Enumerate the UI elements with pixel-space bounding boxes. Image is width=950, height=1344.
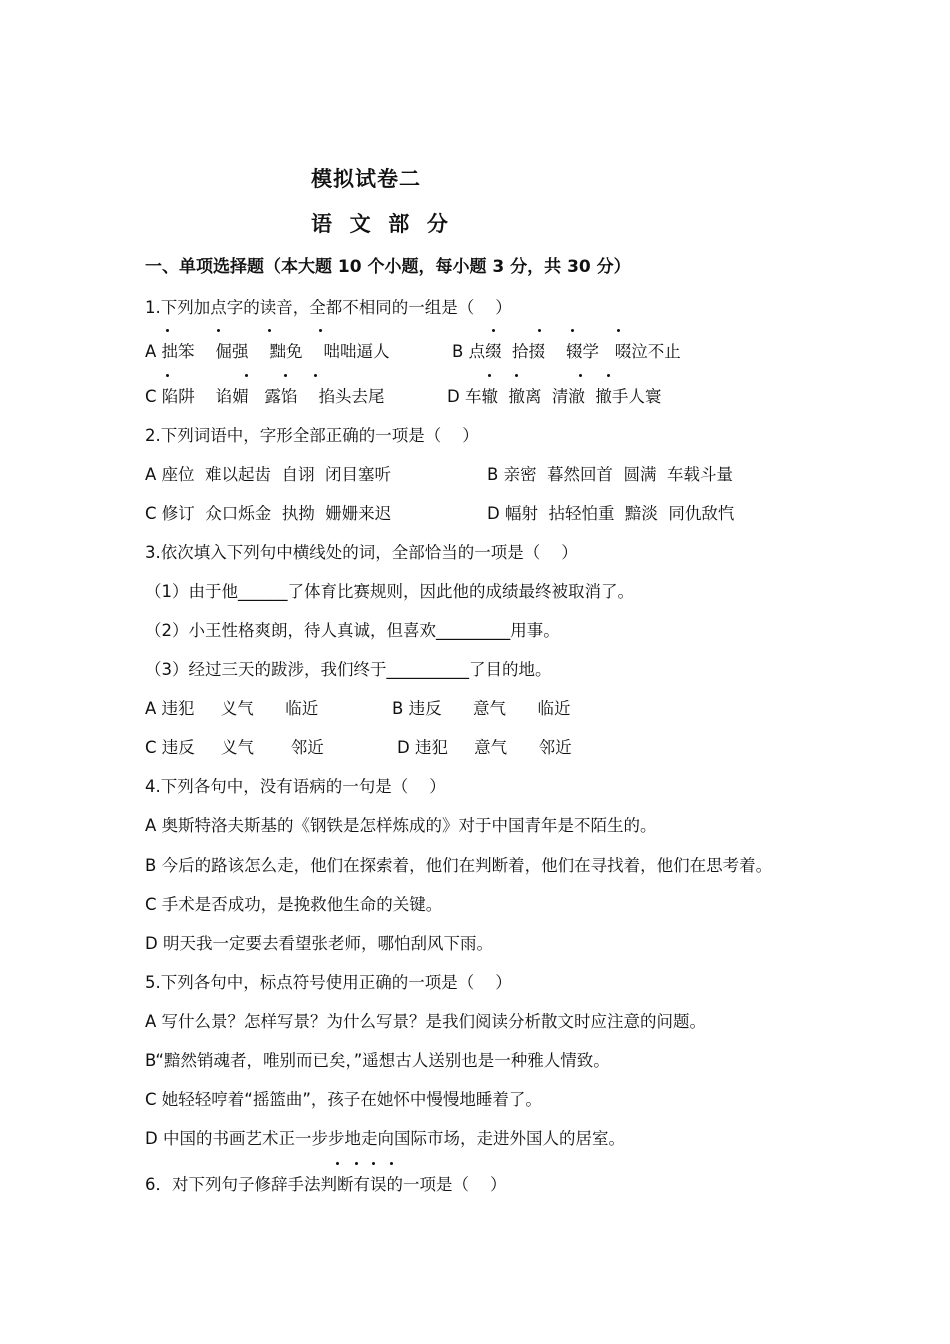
emphasis-dots [0,374,950,384]
section-heading: 一、单项选择题（本大题 10 个小题，每小题 3 分，共 30 分） [145,257,631,277]
question-4-option-c: C 手术是否成功，是挽救他生命的关键。 [145,895,443,914]
question-2-option-b: B 亲密 暮然回首 圆满 车载斗量 [487,465,734,484]
question-1-stem: 1.下列加点字的读音，全都不相同的一组是（ ） [145,298,512,317]
question-5-option-c: C 她轻轻哼着“摇篮曲”，孩子在她怀中慢慢地睡着了。 [145,1090,542,1109]
question-2-stem: 2.下列词语中，字形全部正确的一项是（ ） [145,426,479,445]
question-5-stem: 5.下列各句中，标点符号使用正确的一项是（ ） [145,973,512,992]
question-1-option-d: D 车辙 撤离 清澈 撤手人寰 [447,387,662,406]
question-1-option-a: A 拙笨 倔强 黜免 咄咄逼人 [145,342,390,361]
question-1-option-c: C 陷阱 谄媚 露馅 掐头去尾 [145,387,385,406]
question-4-option-a: A 奥斯特洛夫斯基的《钢铁是怎样炼成的》对于中国青年是不陌生的。 [145,816,657,835]
question-5-option-d: D 中国的书画艺术正一步步地走向国际市场，走进外国人的居室。 [145,1129,625,1148]
question-2-option-c: C 修订 众口烁金 执拗 姗姗来迟 [145,504,392,523]
question-6-stem: 6．对下列句子修辞手法判断有误的一项是（ ） [145,1175,507,1194]
question-4-option-b: B 今后的路该怎么走，他们在探索着，他们在判断着，他们在寻找着，他们在思考着。 [145,856,773,875]
question-5-option-b: B“黯然销魂者，唯别而已矣，”遥想古人送别也是一种雅人情致。 [145,1051,610,1070]
question-5-option-a: A 写什么景？怎样写景？为什么写景？是我们阅读分析散文时应注意的问题。 [145,1012,707,1031]
question-3-stem: 3.依次填入下列句中横线处的词，全部恰当的一项是（ ） [145,543,578,562]
question-1-option-b: B 点缀 拾掇 辍学 啜泣不止 [452,342,681,361]
question-3-option-b: B 违反 意气 临近 [392,699,571,718]
question-3-sentence-1: （1）由于他______了体育比赛规则，因此他的成绩最终被取消了。 [145,582,634,601]
question-3-option-d: D 违犯 意气 邻近 [397,738,572,757]
question-2-option-d: D 幅射 拈轻怕重 黯淡 同仇敌忾 [487,504,735,523]
emphasis-dots [0,329,950,339]
page-subtitle: 语 文 部 分 [311,212,449,236]
question-3-option-c: C 违反 义气 邻近 [145,738,324,757]
question-3-option-a: A 违犯 义气 临近 [145,699,319,718]
emphasis-dots [0,1162,950,1172]
page-title: 模拟试卷二 [311,167,421,191]
question-3-sentence-3: （3）经过三天的跋涉，我们终于__________了目的地。 [145,660,552,679]
question-3-sentence-2: （2）小王性格爽朗，待人真诚，但喜欢_________用事。 [145,621,560,640]
question-4-option-d: D 明天我一定要去看望张老师，哪怕刮风下雨。 [145,934,493,953]
question-2-option-a: A 座位 难以起齿 自诩 闭目塞听 [145,465,392,484]
question-4-stem: 4.下列各句中，没有语病的一句是（ ） [145,777,446,796]
